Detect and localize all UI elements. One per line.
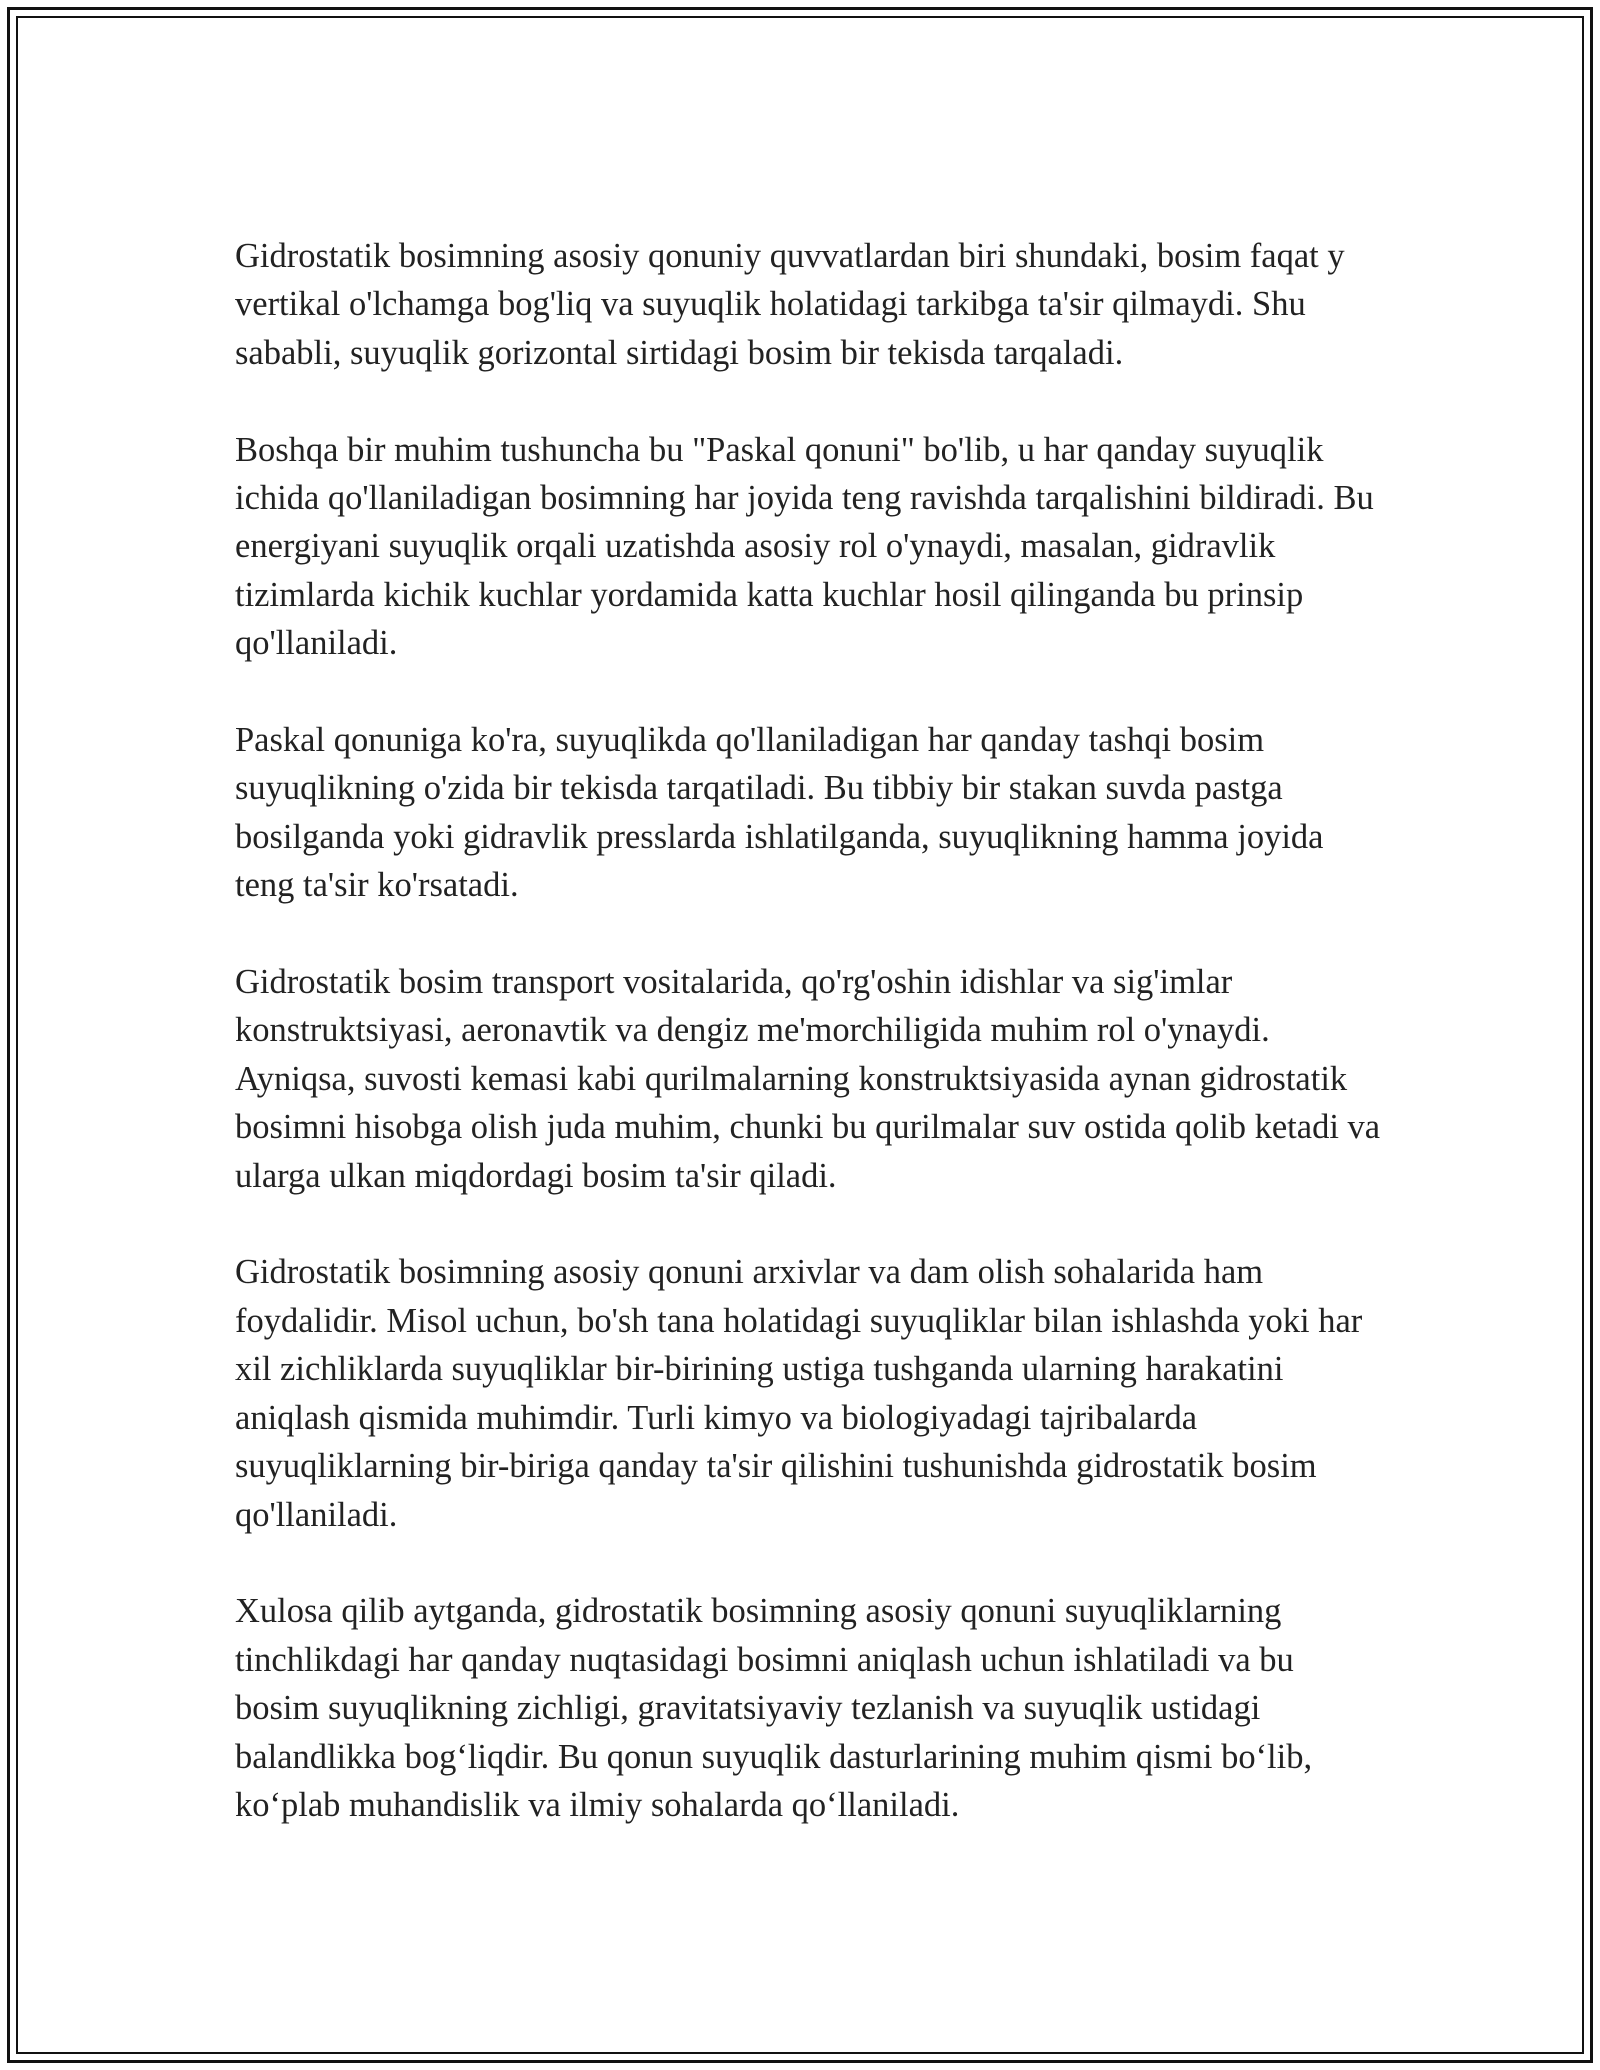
paragraph-4: Gidrostatik bosim transport vositalarida, qo'rg'oshin idishlar va sig'imlar konstruktsiyasi, aeronavtik va dengiz me'morchiligida muhim rol o'ynaydi. Ayniqsa, suvosti kemasi kabi qurilmalarning konstruktsiyasida aynan gidrostatik bosimni hisobga olish juda muhim, chunki bu qurilmalar suv ostida qolib ketadi va ularga ulkan miqdordagi bosim ta'sir qiladi. [235,963,1381,1195]
paragraph-2: Boshqa bir muhim tushuncha bu "Paskal qonuni" bo'lib, u har qanday suyuqlik ichida qo'llaniladigan bosimning har joyida teng ravishda tarqalishini bildiradi. Bu energiyani suyuqlik orqali uzatishda asosiy rol o'ynaydi, masalan, gidravlik tizimlarda kichik kuchlar yordamida katta kuchlar hosil qilinganda bu prinsip qo'llaniladi. [235,430,1374,663]
paragraph-3: Paskal qonuniga ko'ra, suyuqlikda qo'llaniladigan har qanday tashqi bosim suyuqlikning o'zida bir tekisda tarqatiladi. Bu tibbiy bir stakan suvda pastga bosilganda yoki gidravlik presslarda ishlatilganda, suyuqlikning hamma joyida teng ta'sir ko'rsatadi. [235,721,1324,905]
document-body [235,232,1385,1878]
paragraph-5: Gidrostatik bosimning asosiy qonuni arxivlar va dam olish sohalarida ham foydalidir. Misol uchun, bo'sh tana holatidagi suyuqliklar bilan ishlashda yoki har xil zichliklarda suyuqliklar bir-birining ustiga tushganda ularning harakatini aniqlash qismida muhimdir. Turli kimyo va biologiyadagi tajribalarda suyuqliklarning bir-biriga qanday ta'sir qilishini tushunishda gidrostatik bosim qo'llaniladi. [235,1253,1363,1534]
paragraph-1: Gidrostatik bosimning asosiy qonuniy quvvatlardan biri shundaki, bosim faqat y vertikal o'lchamga bog'liq va suyuqlik holatidagi tarkibga ta'sir qilmaydi. Shu sababli, suyuqlik gorizontal sirtidagi bosim bir tekisda tarqaladi. [235,237,1345,372]
paragraph-6: Xulosa qilib aytganda, gidrostatik bosimning asosiy qonuni suyuqliklarning tinchlikdagi har qanday nuqtasidagi bosimni aniqlash uchun ishlatiladi va bu bosim suyuqlikning zichligi, gravitatsiyaviy tezlanish va suyuqlik ustidagi balandlikka bog‘liqdir. Bu qonun suyuqlik dasturlarining muhim qismi bo‘lib, ko‘plab muhandislik va ilmiy sohalarda qo‘llaniladi. [235,1592,1313,1824]
